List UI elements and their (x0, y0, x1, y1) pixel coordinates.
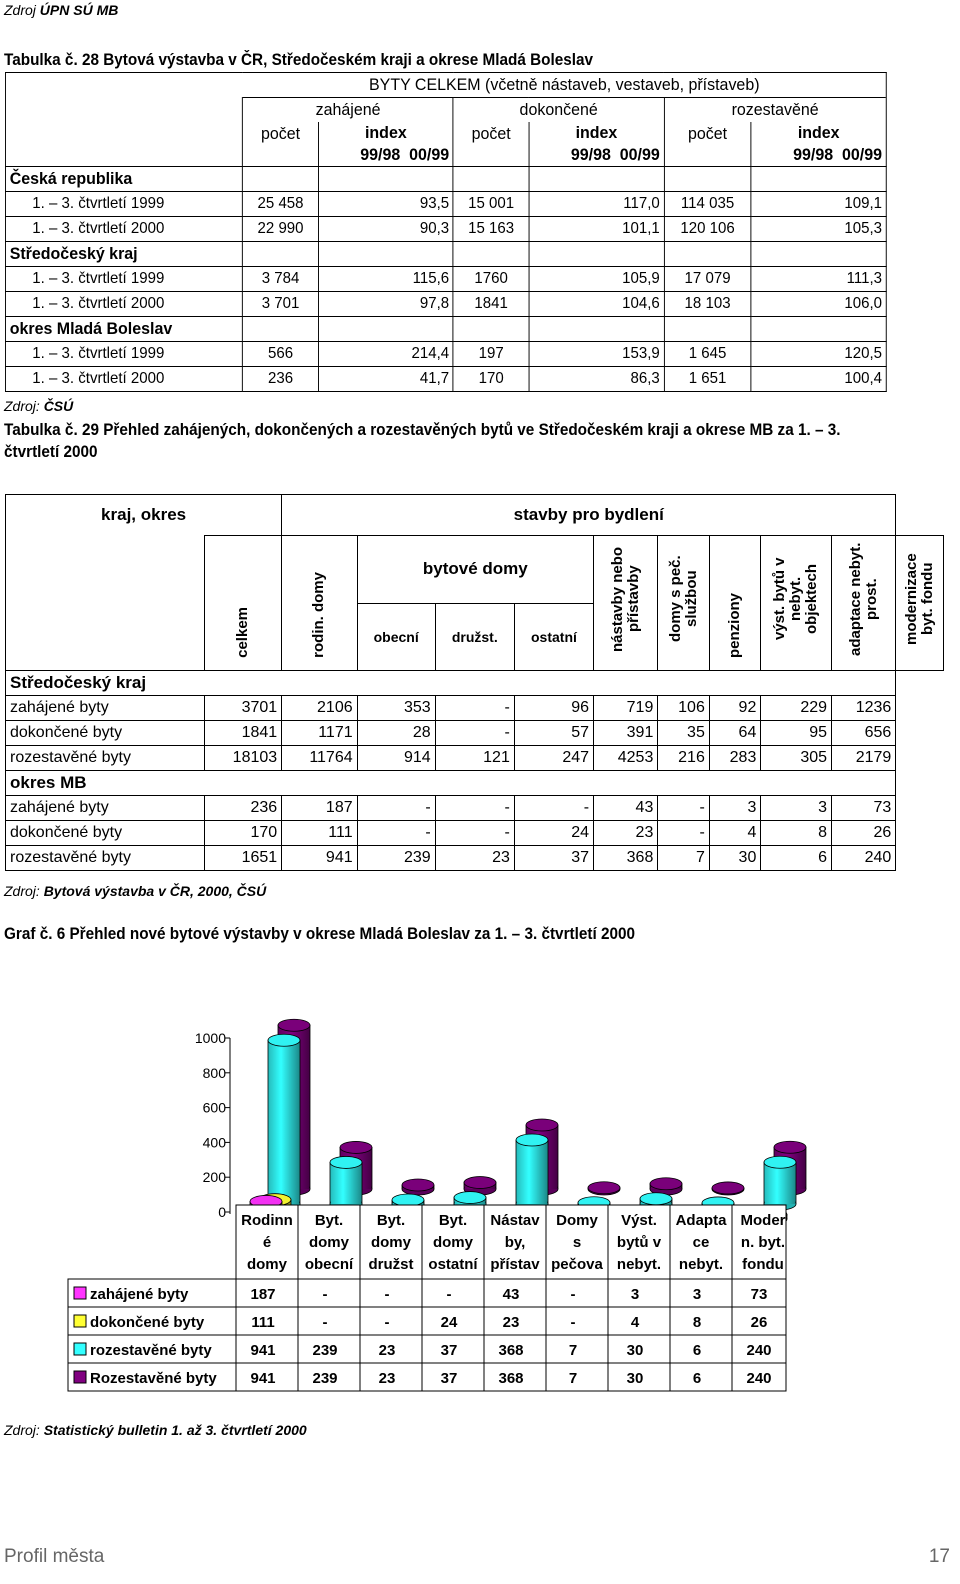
t28-col-count: počet (453, 122, 529, 167)
t29-value: 7 (658, 846, 710, 871)
t28-value: 97,8 (318, 292, 453, 317)
t28-value: 106,0 (751, 292, 886, 317)
t29-value: 1236 (832, 696, 896, 721)
data-label: 240 (746, 1342, 772, 1359)
t29-value: 1171 (282, 721, 357, 746)
data-label: 6 (692, 1370, 702, 1387)
t29-col-vyst-label: výst. bytů v nebyt. objektech (771, 557, 821, 641)
legend-label: zahájené byty (90, 1286, 189, 1303)
bar-3-2 (402, 1179, 434, 1195)
t28-index-sub: 99/98 00/99 (360, 145, 450, 164)
t28-empty-cell (318, 242, 453, 267)
t29-col-vyst (761, 536, 832, 671)
t29-sub-ostatni: ostatní (514, 603, 593, 671)
category-label: Adapta ce nebyt. (675, 1212, 727, 1273)
t28-value: 236 (243, 367, 319, 392)
t28-header-row-3 (5, 122, 886, 167)
t28-value: 104,6 (529, 292, 664, 317)
t28-blank (5, 73, 242, 98)
t29-value: 368 (594, 846, 658, 871)
t29-value: 3701 (205, 696, 282, 721)
t29-data-row (6, 696, 944, 721)
t28-value: 17 079 (664, 267, 751, 292)
t28-empty-cell (751, 317, 886, 342)
t28-section-row (5, 242, 886, 267)
t29-value: 26 (832, 821, 896, 846)
t28-index-label: index (575, 123, 618, 142)
t28-value: 117,0 (529, 192, 664, 217)
t29-value: 3 (761, 796, 832, 821)
category-label: Byt. domy ostatní (428, 1212, 478, 1273)
t29-value: 2179 (832, 746, 896, 771)
t29-data-row (6, 846, 944, 871)
t29-value: 719 (594, 696, 658, 721)
t28-value: 41,7 (318, 367, 453, 392)
t28-col-count: počet (243, 122, 319, 167)
category-label: Domy s pečova (551, 1212, 603, 1273)
t29-value: 941 (282, 846, 357, 871)
legend-label: rozestavěné byty (90, 1342, 212, 1359)
t28-value: 105,3 (751, 217, 886, 242)
t29-value: 24 (514, 821, 593, 846)
t28-value: 1 645 (664, 342, 751, 367)
t28-value: 93,5 (318, 192, 453, 217)
t29-value: 92 (709, 696, 761, 721)
t29-value: 914 (357, 746, 435, 771)
data-label: 30 (626, 1370, 644, 1387)
data-label: 240 (746, 1370, 772, 1387)
t28-data-row (5, 367, 886, 392)
data-label: - (570, 1286, 576, 1303)
t29-section-row (6, 771, 944, 796)
data-label: - (384, 1286, 390, 1303)
t29-value: - (435, 696, 514, 721)
t29-sub-obecni: obecní (357, 603, 435, 671)
t28-value: 111,3 (751, 267, 886, 292)
t29-value: 11764 (282, 746, 357, 771)
t28-value: 120,5 (751, 342, 886, 367)
t29-value: 4253 (594, 746, 658, 771)
t29-col-celkem (205, 536, 282, 671)
t29-col-pec-label: domy s peč. službou (666, 555, 700, 643)
t29-col-adaptace-label: adaptace nebyt. prost. (846, 542, 880, 656)
table29-caption-line1: Tabulka č. 29 Přehled zahájených, dokončených a rozestavěných bytů ve Středočeském kraji a okrese MB za 1. – 3. (4, 420, 841, 439)
category-label: Rodinn é domy (241, 1212, 293, 1273)
data-label: 187 (250, 1286, 276, 1303)
data-label: 24 (440, 1314, 458, 1331)
t29-value: 43 (594, 796, 658, 821)
t28-value: 1760 (453, 267, 529, 292)
footer-title: Profil města (4, 1546, 105, 1567)
data-label: 30 (626, 1342, 644, 1359)
t28-period: 1. – 3. čtvrtletí 1999 (5, 342, 242, 367)
t29-data-row (6, 746, 944, 771)
t28-value: 153,9 (529, 342, 664, 367)
t28-value: 120 106 (664, 217, 751, 242)
t29-value: 4 (709, 821, 761, 846)
data-label: 239 (312, 1342, 338, 1359)
y-tick-label: 1000 (194, 1030, 226, 1046)
legend-label: Rozestavěné byty (90, 1370, 217, 1387)
t29-value: 216 (658, 746, 710, 771)
data-label: 23 (502, 1314, 520, 1331)
y-tick-label: 200 (202, 1169, 226, 1186)
t29-value: 23 (594, 821, 658, 846)
t28-empty-cell (243, 317, 319, 342)
category-label: Výst. bytů v nebyt. (616, 1212, 662, 1273)
data-label: 3 (692, 1286, 702, 1303)
table28-source: Zdroj: ČSÚ (4, 398, 74, 414)
y-tick-label: 400 (202, 1134, 226, 1151)
t29-value: 239 (357, 846, 435, 871)
data-label: 3 (630, 1286, 640, 1303)
t29-value: 57 (514, 721, 593, 746)
t29-data-row (6, 796, 944, 821)
t28-data-row (5, 292, 886, 317)
t28-group-2: rozestavěné (664, 98, 886, 123)
t28-data-row (5, 267, 886, 292)
t28-value: 214,4 (318, 342, 453, 367)
t28-value: 3 701 (243, 292, 319, 317)
t29-col-bytove: bytové domy (357, 536, 593, 604)
t29-section-name: okres MB (6, 771, 896, 796)
t28-empty-cell (243, 242, 319, 267)
t28-value: 109,1 (751, 192, 886, 217)
bar-2-4 (516, 1134, 548, 1210)
t29-value: 18103 (205, 746, 282, 771)
t28-period: 1. – 3. čtvrtletí 1999 (5, 267, 242, 292)
t29-head-region: kraj, okres (6, 495, 282, 536)
t28-value: 18 103 (664, 292, 751, 317)
data-label: 941 (250, 1370, 276, 1387)
t28-empty-cell (664, 242, 751, 267)
t28-empty-cell (243, 167, 319, 192)
t28-value: 105,9 (529, 267, 664, 292)
t29-value: 35 (658, 721, 710, 746)
t29-value: 656 (832, 721, 896, 746)
t28-value: 22 990 (243, 217, 319, 242)
t29-col-celkem-label: celkem (234, 607, 252, 658)
t29-value: 6 (761, 846, 832, 871)
t29-value: - (357, 821, 435, 846)
t28-value: 197 (453, 342, 529, 367)
t29-row-label: zahájené byty (6, 796, 205, 821)
t29-value: - (357, 796, 435, 821)
t29-value: 2106 (282, 696, 357, 721)
data-label: 7 (568, 1370, 578, 1387)
bar-2-8 (764, 1156, 796, 1210)
t29-row-label: rozestavěné byty (6, 846, 205, 871)
category-label: Nástav by, přístav (490, 1212, 540, 1273)
t29-value: - (435, 821, 514, 846)
t28-value: 15 001 (453, 192, 529, 217)
t28-empty-cell (664, 317, 751, 342)
t28-index-sub: 99/98 00/99 (570, 145, 660, 164)
data-label: 8 (692, 1314, 702, 1331)
data-label: 239 (312, 1370, 338, 1387)
t29-value: 187 (282, 796, 357, 821)
t29-value: 3 (709, 796, 761, 821)
data-label: 368 (498, 1370, 524, 1387)
t29-value: 391 (594, 721, 658, 746)
t29-value: 37 (514, 846, 593, 871)
t29-value: 236 (205, 796, 282, 821)
bar-3-7 (712, 1182, 744, 1195)
data-label: 23 (378, 1370, 396, 1387)
table29-source: Zdroj: Bytová výstavba v ČR, 2000, ČSÚ (4, 883, 267, 899)
t28-header-row-1 (5, 73, 886, 98)
t29-value: 95 (761, 721, 832, 746)
t28-blank (5, 122, 242, 167)
y-tick-label: 0 (218, 1204, 226, 1220)
t29-header-row-1 (6, 495, 944, 536)
t28-col-count: počet (664, 122, 751, 167)
top-source: Zdroj ÚPN SÚ MB (4, 2, 119, 18)
t28-empty-cell (453, 242, 529, 267)
t28-data-row (5, 217, 886, 242)
t29-value: 1841 (205, 721, 282, 746)
t29-header-row-2 (6, 536, 944, 604)
t29-col-modernizace (896, 536, 944, 671)
legend-swatch (74, 1371, 86, 1383)
t29-section-name: Středočeský kraj (6, 671, 896, 696)
graph-caption: Graf č. 6 Přehled nové bytové výstavby v okrese Mladá Boleslav za 1. – 3. čtvrtletí 2000 (4, 924, 636, 943)
bar-2-1 (330, 1156, 362, 1210)
t29-value: - (658, 821, 710, 846)
t29-value: 121 (435, 746, 514, 771)
data-label: 7 (568, 1342, 578, 1359)
t28-index-sub: 99/98 00/99 (793, 145, 883, 164)
t29-value: 23 (435, 846, 514, 871)
t28-value: 86,3 (529, 367, 664, 392)
data-label: - (570, 1314, 576, 1331)
t28-section-name: okres Mladá Boleslav (5, 317, 242, 342)
t28-empty-cell (529, 317, 664, 342)
t28-data-row (5, 342, 886, 367)
bar-3-5 (588, 1182, 620, 1195)
t29-value: 170 (205, 821, 282, 846)
bar-chart-3d (0, 950, 960, 1430)
data-label: 941 (250, 1342, 276, 1359)
t29-value: 111 (282, 821, 357, 846)
page-number: 17 (928, 1546, 950, 1567)
t28-header-row-2 (5, 98, 886, 123)
legend-label: dokončené byty (90, 1314, 205, 1331)
data-label: 23 (378, 1342, 396, 1359)
t29-row-label: zahájené byty (6, 696, 205, 721)
t28-value: 566 (243, 342, 319, 367)
data-label: 26 (750, 1314, 768, 1331)
t29-value: 8 (761, 821, 832, 846)
t29-value: - (435, 796, 514, 821)
t28-value: 115,6 (318, 267, 453, 292)
t28-value: 170 (453, 367, 529, 392)
t28-value: 100,4 (751, 367, 886, 392)
category-label: Byt. domy obecní (304, 1212, 354, 1273)
t28-empty-cell (529, 242, 664, 267)
data-label: - (446, 1286, 452, 1303)
legend-swatch (74, 1315, 86, 1327)
t29-value: 247 (514, 746, 593, 771)
t28-value: 3 784 (243, 267, 319, 292)
t29-row-label: dokončené byty (6, 721, 205, 746)
t29-sub-druzst: družst. (435, 603, 514, 671)
t29-data-row (6, 821, 944, 846)
t29-col-nastavby-label: nástavby nebo přístavby (608, 546, 642, 652)
data-label: 37 (440, 1370, 458, 1387)
t28-value: 90,3 (318, 217, 453, 242)
legend-swatch (74, 1287, 86, 1299)
data-label: 111 (251, 1314, 275, 1331)
data-label: 6 (692, 1342, 702, 1359)
t28-empty-cell (318, 167, 453, 192)
graph-source: Zdroj: Statistický bulletin 1. až 3. čtvrtletí 2000 (4, 1422, 307, 1438)
t29-value: 30 (709, 846, 761, 871)
t29-row-label: rozestavěné byty (6, 746, 205, 771)
t28-header-main: BYTY CELKEM (včetně nástaveb, vestaveb, přístaveb) (243, 73, 886, 98)
data-label: 368 (498, 1342, 524, 1359)
t29-value: 96 (514, 696, 593, 721)
t28-empty-cell (751, 242, 886, 267)
t28-section-name: Středočeský kraj (5, 242, 242, 267)
data-label: - (384, 1314, 390, 1331)
t29-value: 106 (658, 696, 710, 721)
t29-value: 229 (761, 696, 832, 721)
t29-col-nastavby (594, 536, 658, 671)
t29-value: - (658, 796, 710, 821)
t29-value: 305 (761, 746, 832, 771)
t28-period: 1. – 3. čtvrtletí 2000 (5, 292, 242, 317)
t28-section-name: Česká republika (5, 167, 242, 192)
t29-head-group: stavby pro bydlení (282, 495, 896, 536)
t28-col-index (318, 122, 453, 167)
t29-col-rodin (282, 536, 357, 671)
t29-value: 240 (832, 846, 896, 871)
t29-value: - (514, 796, 593, 821)
legend-swatch (74, 1343, 86, 1355)
t29-col-penziony-label: penziony (726, 592, 744, 658)
y-tick-label: 600 (202, 1099, 226, 1116)
t28-empty-cell (529, 167, 664, 192)
t29-data-row (6, 721, 944, 746)
data-label: - (322, 1286, 328, 1303)
data-label: 4 (630, 1314, 640, 1331)
t28-section-row (5, 317, 886, 342)
t28-index-label: index (364, 123, 407, 142)
t29-value: - (435, 721, 514, 746)
t28-section-row (5, 167, 886, 192)
table29 (5, 494, 944, 871)
t28-data-row (5, 192, 886, 217)
t28-group-1: dokončené (453, 98, 664, 123)
t28-value: 101,1 (529, 217, 664, 242)
category-label: Moder n. byt. fondu (740, 1212, 786, 1273)
t28-period: 1. – 3. čtvrtletí 2000 (5, 217, 242, 242)
t28-empty-cell (318, 317, 453, 342)
t28-col-index (529, 122, 664, 167)
t28-empty-cell (453, 167, 529, 192)
table29-caption-line2: čtvrtletí 2000 (4, 442, 98, 461)
t28-period: 1. – 3. čtvrtletí 1999 (5, 192, 242, 217)
data-label: 43 (502, 1286, 520, 1303)
t29-value: 283 (709, 746, 761, 771)
t28-group-0: zahájené (243, 98, 454, 123)
t29-value: 353 (357, 696, 435, 721)
data-label: 37 (440, 1342, 458, 1359)
bar-2-0 (268, 1034, 300, 1210)
t29-section-row (6, 671, 944, 696)
t28-value: 114 035 (664, 192, 751, 217)
t28-period: 1. – 3. čtvrtletí 2000 (5, 367, 242, 392)
t29-value: 73 (832, 796, 896, 821)
t29-head-blank (6, 536, 205, 671)
t29-col-penziony (709, 536, 761, 671)
t28-index-label: index (797, 123, 840, 142)
t28-empty-cell (664, 167, 751, 192)
category-label: Byt. domy družst (368, 1212, 414, 1273)
t29-col-pec (658, 536, 710, 671)
t29-row-label: dokončené byty (6, 821, 205, 846)
t29-value: 28 (357, 721, 435, 746)
t29-value: 64 (709, 721, 761, 746)
y-tick-label: 800 (202, 1064, 226, 1081)
t29-col-modernizace-label: modernizace byt. fondu (902, 553, 936, 645)
t28-value: 15 163 (453, 217, 529, 242)
t28-value: 1841 (453, 292, 529, 317)
t28-empty-cell (751, 167, 886, 192)
t29-col-adaptace (832, 536, 896, 671)
t28-value: 1 651 (664, 367, 751, 392)
t28-col-index (751, 122, 886, 167)
t28-blank (5, 98, 242, 123)
data-label: - (322, 1314, 328, 1331)
table28-caption: Tabulka č. 28 Bytová výstavba v ČR, Středočeském kraji a okrese Mladá Boleslav (4, 50, 594, 69)
table28 (5, 72, 887, 392)
t28-value: 25 458 (243, 192, 319, 217)
t28-empty-cell (453, 317, 529, 342)
t29-value: 1651 (205, 846, 282, 871)
data-label: 73 (750, 1286, 768, 1303)
t29-col-rodin-label: rodin. domy (310, 572, 328, 658)
